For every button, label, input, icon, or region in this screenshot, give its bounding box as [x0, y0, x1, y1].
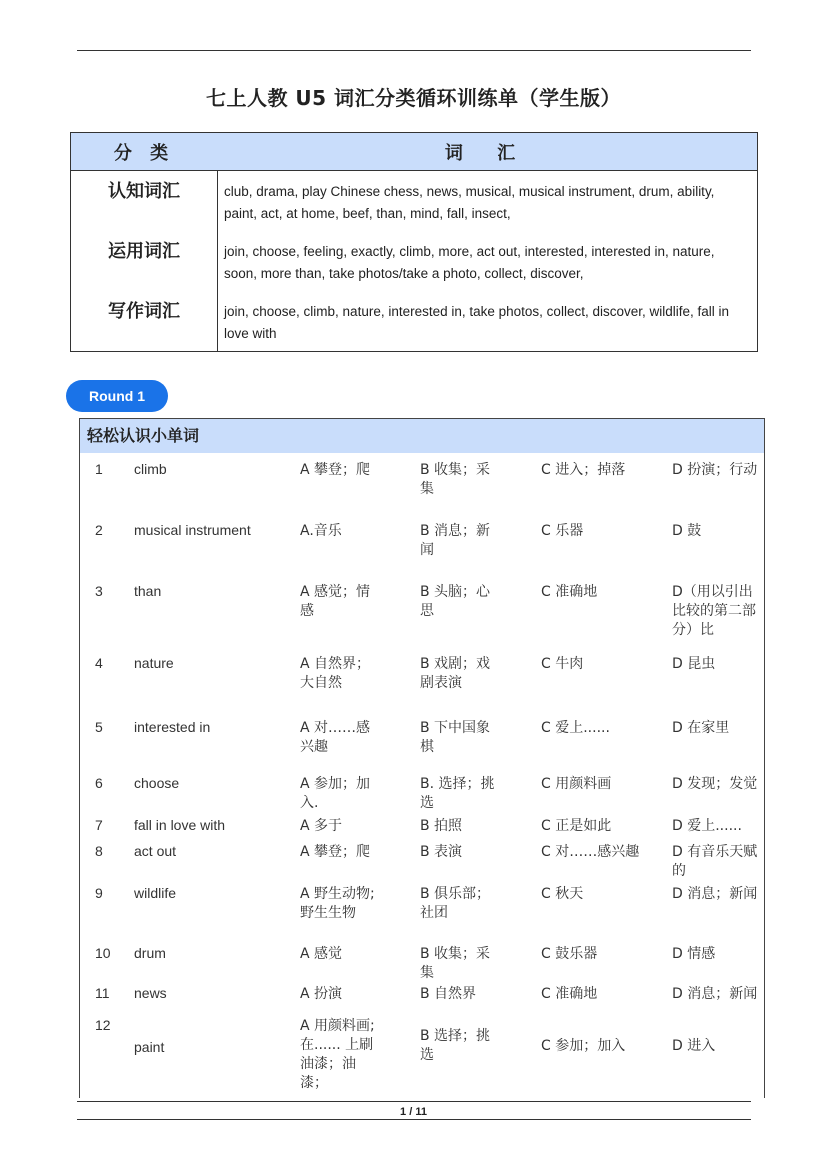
option-a: A 攀登；爬 — [300, 844, 371, 860]
section-title: 轻松认识小单词 — [80, 419, 764, 453]
option-d: D 鼓 — [672, 523, 702, 539]
option-b: B 俱乐部；社团 — [420, 886, 491, 921]
page-title: 七上人教 U5 词汇分类循环训练单（学生版） — [205, 86, 622, 110]
option-a: A 用颜料画;在...... 上刷油漆；油漆； — [300, 1018, 375, 1091]
option-d: D 消息；新闻 — [672, 886, 758, 902]
question-number: 8 — [95, 843, 103, 859]
question-word: fall in love with — [134, 817, 226, 833]
option-b: B 下中国象棋 — [420, 720, 491, 755]
option-c: C 用颜料画 — [541, 776, 612, 792]
option-c: C 秋天 — [541, 886, 584, 902]
header-rule — [77, 50, 751, 51]
question-word: act out — [134, 843, 177, 859]
option-b: B 消息；新闻 — [420, 523, 491, 558]
vocab-words: club, drama, play Chinese chess, news, musical, musical instrument, drum, ability, paint, act, at home, beef, than, mind, fall, insect, — [224, 184, 715, 221]
question-word: news — [134, 985, 167, 1001]
question-number: 1 — [95, 461, 103, 477]
question-word: drum — [134, 945, 166, 961]
question-number: 3 — [95, 583, 103, 599]
question-word: nature — [134, 655, 174, 671]
option-b: B 表演 — [420, 844, 463, 860]
question-number: 7 — [95, 817, 103, 833]
option-d: D 消息；新闻 — [672, 986, 758, 1002]
vocabulary-table — [70, 132, 758, 352]
option-b: B 收集；采集 — [420, 462, 491, 497]
option-c: C 正是如此 — [541, 818, 612, 834]
option-c: C 进入；掉落 — [541, 462, 626, 478]
option-b: B 戏剧；戏剧表演 — [420, 656, 491, 691]
option-d: D 发现；发觉 — [672, 776, 758, 792]
option-c: C 爱上...... — [541, 720, 610, 736]
question-number: 9 — [95, 885, 103, 901]
vocab-category: 写作词汇 — [108, 301, 180, 322]
option-c: C 准确地 — [541, 584, 598, 600]
vocab-row — [71, 171, 757, 231]
option-d: D 扮演；行动 — [672, 462, 758, 478]
option-b: B 拍照 — [420, 818, 463, 834]
question-word: climb — [134, 461, 167, 477]
option-d: D（用以引出比较的第二部分）比 — [672, 584, 756, 638]
option-a: A 感觉；情感 — [300, 584, 371, 619]
question-number: 12 — [95, 1017, 111, 1033]
option-b: B 选择；挑选 — [420, 1028, 491, 1063]
header-category: 分 类 — [113, 142, 175, 164]
option-a: A 感觉 — [300, 946, 343, 962]
option-a: A 攀登；爬 — [300, 462, 371, 478]
option-d: D 在家里 — [672, 720, 730, 736]
question-word: interested in — [134, 719, 211, 735]
question-word: than — [134, 583, 162, 599]
option-a: A 野生动物;野生生物 — [300, 886, 375, 921]
footer-rule — [77, 1101, 751, 1102]
vocab-category: 运用词汇 — [108, 241, 180, 262]
option-d: D 进入 — [672, 1038, 716, 1054]
question-word: musical instrument — [134, 522, 251, 538]
round-badge: Round 1 — [66, 380, 168, 412]
option-d: D 有音乐天赋的 — [672, 844, 758, 879]
option-c: C 鼓乐器 — [541, 946, 598, 962]
vocabulary-table-header — [71, 133, 757, 171]
option-c: C 参加；加入 — [541, 1038, 626, 1054]
vocab-row — [71, 231, 757, 291]
question-number: 2 — [95, 522, 103, 538]
option-c: C 乐器 — [541, 523, 584, 539]
page-number: 1 / 11 — [400, 1106, 427, 1118]
option-a: A 扮演 — [300, 986, 343, 1002]
option-b: B. 选择；挑选 — [420, 776, 495, 811]
question-number: 4 — [95, 655, 103, 671]
option-a: A 多于 — [300, 818, 343, 834]
option-b: B 自然界 — [420, 986, 477, 1002]
vocab-row — [71, 291, 757, 351]
option-a: A 自然界；大自然 — [300, 656, 371, 691]
option-b: B 头脑；心思 — [420, 584, 491, 619]
footer-rule — [77, 1119, 751, 1120]
vocab-category: 认知词汇 — [108, 181, 180, 202]
question-number: 11 — [95, 985, 110, 1001]
vocab-words: join, choose, climb, nature, interested in, take photos, collect, discover, wildlife, fall in love with — [224, 304, 730, 341]
question-number: 6 — [95, 775, 103, 791]
quiz-section — [79, 418, 765, 1098]
option-d: D 情感 — [672, 946, 716, 962]
question-number: 10 — [95, 945, 111, 961]
question-word: wildlife — [134, 885, 177, 901]
question-word: choose — [134, 775, 180, 791]
vocab-words: join, choose, feeling, exactly, climb, more, act out, interested, interested in, nature, soon, more than, take photos/take a photo, collect, discover, — [224, 244, 715, 281]
option-d: D 昆虫 — [672, 656, 716, 672]
option-c: C 准确地 — [541, 986, 598, 1002]
header-words: 词 汇 — [444, 142, 530, 164]
option-c: C 对……感兴趣 — [541, 844, 640, 860]
option-a: A.音乐 — [300, 523, 342, 539]
question-word: paint — [134, 1039, 165, 1055]
option-a: A 对……感兴趣 — [300, 720, 371, 755]
option-c: C 牛肉 — [541, 656, 584, 672]
question-number: 5 — [95, 719, 103, 735]
option-b: B 收集；采集 — [420, 946, 491, 981]
option-d: D 爱上...... — [672, 818, 742, 834]
option-a: A 参加；加入. — [300, 776, 371, 811]
